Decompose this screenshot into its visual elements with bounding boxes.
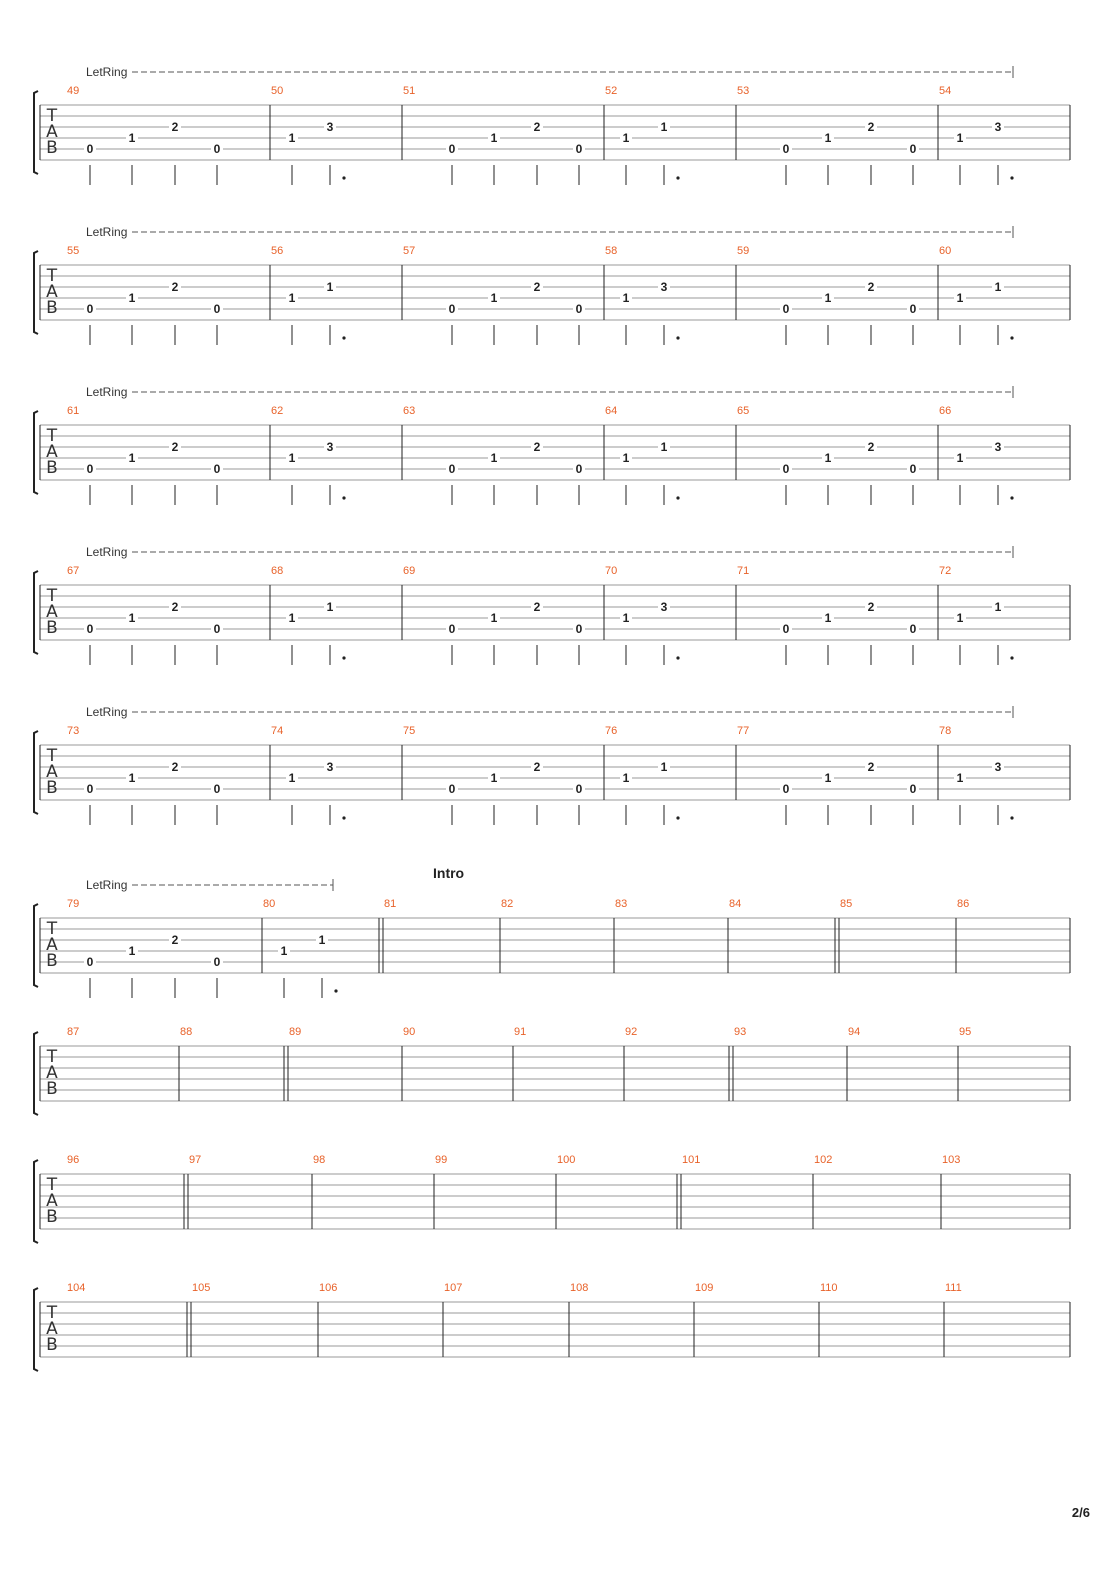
fret-number: 1 bbox=[326, 280, 334, 294]
system-bracket bbox=[34, 411, 38, 494]
fret-number: 0 bbox=[86, 622, 94, 636]
dotted-rhythm bbox=[676, 496, 679, 499]
tab-clef-letter: T bbox=[46, 426, 58, 446]
fret-number: 1 bbox=[824, 611, 832, 625]
measure-number: 101 bbox=[682, 1154, 701, 1166]
measure-number: 84 bbox=[729, 898, 742, 910]
tab-clef-letter: A bbox=[46, 282, 58, 302]
fret-number: 1 bbox=[824, 131, 832, 145]
measure-number: 87 bbox=[67, 1026, 80, 1038]
fret-number: 1 bbox=[288, 771, 296, 785]
fret-number: 1 bbox=[994, 280, 1002, 294]
fret-number: 0 bbox=[575, 622, 583, 636]
fret-number: 0 bbox=[86, 142, 94, 156]
measure-number: 99 bbox=[435, 1154, 448, 1166]
fret-number: 1 bbox=[288, 131, 296, 145]
measure-number: 111 bbox=[945, 1282, 962, 1294]
fret-number: 2 bbox=[171, 120, 179, 134]
tab-clef-letter: A bbox=[46, 1191, 58, 1211]
fret-number: 1 bbox=[326, 600, 334, 614]
fret-number: 2 bbox=[533, 760, 541, 774]
system-bracket bbox=[34, 251, 38, 334]
fret-number: 0 bbox=[213, 955, 221, 969]
dotted-rhythm bbox=[1010, 496, 1013, 499]
measure-number: 74 bbox=[271, 725, 284, 737]
measure-number: 71 bbox=[737, 565, 750, 577]
tab-clef-letter: B bbox=[46, 1079, 58, 1099]
fret-number: 0 bbox=[909, 462, 917, 476]
let-ring-label: LetRing bbox=[86, 225, 128, 239]
measure-number: 92 bbox=[625, 1026, 638, 1038]
system-bracket bbox=[34, 904, 38, 987]
fret-number: 1 bbox=[622, 611, 630, 625]
fret-number: 0 bbox=[909, 622, 917, 636]
measure-number: 49 bbox=[67, 85, 80, 97]
system-bracket bbox=[34, 1288, 38, 1371]
measure-number: 85 bbox=[840, 898, 853, 910]
fret-number: 1 bbox=[490, 771, 498, 785]
fret-number: 2 bbox=[171, 933, 179, 947]
measure-number: 58 bbox=[605, 245, 618, 257]
measure-number: 90 bbox=[403, 1026, 416, 1038]
measure-number: 91 bbox=[514, 1026, 527, 1038]
fret-number: 0 bbox=[448, 462, 456, 476]
tab-clef-letter: T bbox=[46, 1047, 58, 1067]
tab-clef-letter: A bbox=[46, 122, 58, 142]
fret-number: 2 bbox=[171, 440, 179, 454]
measure-number: 63 bbox=[403, 405, 416, 417]
tab-clef-letter: T bbox=[46, 1175, 58, 1195]
fret-number: 0 bbox=[86, 782, 94, 796]
fret-number: 1 bbox=[622, 291, 630, 305]
fret-number: 2 bbox=[867, 600, 875, 614]
fret-number: 0 bbox=[213, 302, 221, 316]
tab-clef-letter: B bbox=[46, 951, 58, 971]
measure-number: 83 bbox=[615, 898, 628, 910]
fret-number: 2 bbox=[171, 760, 179, 774]
system-bracket bbox=[34, 571, 38, 654]
tab-clef-letter: A bbox=[46, 1319, 58, 1339]
measure-number: 109 bbox=[695, 1282, 714, 1294]
dotted-rhythm bbox=[1010, 336, 1013, 339]
fret-number: 1 bbox=[280, 944, 288, 958]
fret-number: 1 bbox=[622, 771, 630, 785]
fret-number: 0 bbox=[213, 462, 221, 476]
fret-number: 1 bbox=[128, 944, 136, 958]
fret-number: 1 bbox=[956, 451, 964, 465]
fret-number: 1 bbox=[490, 291, 498, 305]
fret-number: 2 bbox=[533, 120, 541, 134]
fret-number: 1 bbox=[128, 131, 136, 145]
fret-number: 0 bbox=[575, 142, 583, 156]
fret-number: 2 bbox=[533, 280, 541, 294]
fret-number: 0 bbox=[782, 622, 790, 636]
fret-number: 3 bbox=[326, 120, 334, 134]
fret-number: 2 bbox=[533, 600, 541, 614]
measure-number: 95 bbox=[959, 1026, 972, 1038]
fret-number: 2 bbox=[533, 440, 541, 454]
measure-number: 77 bbox=[737, 725, 750, 737]
measure-number: 60 bbox=[939, 245, 952, 257]
measure-number: 76 bbox=[605, 725, 618, 737]
fret-number: 1 bbox=[128, 451, 136, 465]
measure-number: 78 bbox=[939, 725, 952, 737]
measure-number: 61 bbox=[67, 405, 80, 417]
let-ring-label: LetRing bbox=[86, 545, 128, 559]
tab-clef-letter: B bbox=[46, 458, 58, 478]
fret-number: 2 bbox=[867, 440, 875, 454]
dotted-rhythm bbox=[1010, 656, 1013, 659]
let-ring-label: LetRing bbox=[86, 385, 128, 399]
fret-number: 0 bbox=[782, 302, 790, 316]
fret-number: 0 bbox=[213, 622, 221, 636]
measure-number: 86 bbox=[957, 898, 970, 910]
measure-number: 105 bbox=[192, 1282, 211, 1294]
fret-number: 1 bbox=[318, 933, 326, 947]
fret-number: 3 bbox=[326, 760, 334, 774]
measure-number: 96 bbox=[67, 1154, 80, 1166]
fret-number: 0 bbox=[86, 955, 94, 969]
tab-clef-letter: T bbox=[46, 746, 58, 766]
tab-clef-letter: B bbox=[46, 298, 58, 318]
fret-number: 0 bbox=[448, 622, 456, 636]
fret-number: 3 bbox=[660, 280, 668, 294]
fret-number: 1 bbox=[660, 120, 668, 134]
fret-number: 1 bbox=[956, 291, 964, 305]
fret-number: 1 bbox=[128, 771, 136, 785]
fret-number: 0 bbox=[782, 142, 790, 156]
fret-number: 0 bbox=[448, 142, 456, 156]
measure-number: 59 bbox=[737, 245, 750, 257]
dotted-rhythm bbox=[334, 989, 337, 992]
fret-number: 1 bbox=[128, 611, 136, 625]
measure-number: 72 bbox=[939, 565, 952, 577]
tab-clef-letter: A bbox=[46, 602, 58, 622]
fret-number: 1 bbox=[622, 131, 630, 145]
fret-number: 0 bbox=[86, 462, 94, 476]
fret-number: 2 bbox=[867, 760, 875, 774]
fret-number: 0 bbox=[575, 462, 583, 476]
measure-number: 62 bbox=[271, 405, 284, 417]
fret-number: 2 bbox=[171, 600, 179, 614]
fret-number: 1 bbox=[288, 611, 296, 625]
measure-number: 70 bbox=[605, 565, 618, 577]
measure-number: 55 bbox=[67, 245, 80, 257]
fret-number: 1 bbox=[128, 291, 136, 305]
fret-number: 1 bbox=[490, 611, 498, 625]
dotted-rhythm bbox=[342, 336, 345, 339]
fret-number: 0 bbox=[575, 782, 583, 796]
system-bracket bbox=[34, 731, 38, 814]
fret-number: 1 bbox=[994, 600, 1002, 614]
measure-number: 68 bbox=[271, 565, 284, 577]
fret-number: 0 bbox=[448, 302, 456, 316]
fret-number: 2 bbox=[867, 280, 875, 294]
fret-number: 1 bbox=[288, 451, 296, 465]
tab-clef-letter: A bbox=[46, 762, 58, 782]
measure-number: 102 bbox=[814, 1154, 833, 1166]
dotted-rhythm bbox=[676, 656, 679, 659]
dotted-rhythm bbox=[342, 816, 345, 819]
measure-number: 56 bbox=[271, 245, 284, 257]
measure-number: 57 bbox=[403, 245, 416, 257]
fret-number: 3 bbox=[994, 440, 1002, 454]
system-bracket bbox=[34, 1032, 38, 1115]
section-marker: Intro bbox=[433, 865, 465, 881]
measure-number: 93 bbox=[734, 1026, 747, 1038]
measure-number: 50 bbox=[271, 85, 284, 97]
measure-number: 81 bbox=[384, 898, 397, 910]
fret-number: 2 bbox=[171, 280, 179, 294]
measure-number: 64 bbox=[605, 405, 618, 417]
measure-number: 79 bbox=[67, 898, 80, 910]
tab-clef-letter: B bbox=[46, 1335, 58, 1355]
measure-number: 67 bbox=[67, 565, 80, 577]
fret-number: 2 bbox=[867, 120, 875, 134]
fret-number: 1 bbox=[956, 611, 964, 625]
measure-number: 100 bbox=[557, 1154, 576, 1166]
tab-clef-letter: B bbox=[46, 618, 58, 638]
dotted-rhythm bbox=[342, 496, 345, 499]
measure-number: 94 bbox=[848, 1026, 861, 1038]
fret-number: 1 bbox=[490, 451, 498, 465]
dotted-rhythm bbox=[342, 176, 345, 179]
dotted-rhythm bbox=[1010, 176, 1013, 179]
fret-number: 1 bbox=[824, 771, 832, 785]
tab-clef-letter: A bbox=[46, 1063, 58, 1083]
system-bracket bbox=[34, 1160, 38, 1243]
measure-number: 107 bbox=[444, 1282, 463, 1294]
measure-number: 53 bbox=[737, 85, 750, 97]
measure-number: 54 bbox=[939, 85, 952, 97]
measure-number: 52 bbox=[605, 85, 618, 97]
let-ring-label: LetRing bbox=[86, 65, 128, 79]
measure-number: 104 bbox=[67, 1282, 86, 1294]
fret-number: 1 bbox=[288, 291, 296, 305]
fret-number: 1 bbox=[660, 760, 668, 774]
fret-number: 1 bbox=[956, 131, 964, 145]
dotted-rhythm bbox=[1010, 816, 1013, 819]
let-ring-label: LetRing bbox=[86, 705, 128, 719]
fret-number: 0 bbox=[213, 782, 221, 796]
fret-number: 0 bbox=[213, 142, 221, 156]
measure-number: 51 bbox=[403, 85, 416, 97]
fret-number: 3 bbox=[994, 120, 1002, 134]
fret-number: 0 bbox=[448, 782, 456, 796]
fret-number: 3 bbox=[660, 600, 668, 614]
fret-number: 0 bbox=[575, 302, 583, 316]
fret-number: 0 bbox=[782, 462, 790, 476]
tab-clef-letter: A bbox=[46, 442, 58, 462]
fret-number: 0 bbox=[782, 782, 790, 796]
fret-number: 1 bbox=[956, 771, 964, 785]
measure-number: 73 bbox=[67, 725, 80, 737]
measure-number: 65 bbox=[737, 405, 750, 417]
fret-number: 0 bbox=[909, 142, 917, 156]
tab-clef-letter: B bbox=[46, 1207, 58, 1227]
measure-number: 88 bbox=[180, 1026, 193, 1038]
measure-number: 89 bbox=[289, 1026, 302, 1038]
dotted-rhythm bbox=[676, 336, 679, 339]
tab-clef-letter: B bbox=[46, 778, 58, 798]
tab-clef-letter: T bbox=[46, 106, 58, 126]
fret-number: 1 bbox=[622, 451, 630, 465]
tab-clef-letter: T bbox=[46, 266, 58, 286]
fret-number: 0 bbox=[909, 302, 917, 316]
tab-clef-letter: T bbox=[46, 1303, 58, 1323]
dotted-rhythm bbox=[676, 176, 679, 179]
fret-number: 1 bbox=[824, 291, 832, 305]
fret-number: 0 bbox=[86, 302, 94, 316]
measure-number: 97 bbox=[189, 1154, 202, 1166]
let-ring-label: LetRing bbox=[86, 878, 128, 892]
measure-number: 110 bbox=[820, 1282, 838, 1294]
page-number: 2/6 bbox=[1071, 1505, 1090, 1520]
measure-number: 106 bbox=[319, 1282, 338, 1294]
fret-number: 1 bbox=[824, 451, 832, 465]
fret-number: 3 bbox=[994, 760, 1002, 774]
system-bracket bbox=[34, 91, 38, 174]
fret-number: 1 bbox=[660, 440, 668, 454]
tab-clef-letter: T bbox=[46, 586, 58, 606]
measure-number: 80 bbox=[263, 898, 276, 910]
measure-number: 69 bbox=[403, 565, 416, 577]
fret-number: 1 bbox=[490, 131, 498, 145]
measure-number: 82 bbox=[501, 898, 514, 910]
measure-number: 108 bbox=[570, 1282, 589, 1294]
fret-number: 0 bbox=[909, 782, 917, 796]
tab-clef-letter: B bbox=[46, 138, 58, 158]
dotted-rhythm bbox=[676, 816, 679, 819]
measure-number: 75 bbox=[403, 725, 416, 737]
tab-clef-letter: T bbox=[46, 919, 58, 939]
dotted-rhythm bbox=[342, 656, 345, 659]
tab-clef-letter: A bbox=[46, 935, 58, 955]
measure-number: 66 bbox=[939, 405, 952, 417]
fret-number: 3 bbox=[326, 440, 334, 454]
measure-number: 103 bbox=[942, 1154, 961, 1166]
measure-number: 98 bbox=[313, 1154, 326, 1166]
